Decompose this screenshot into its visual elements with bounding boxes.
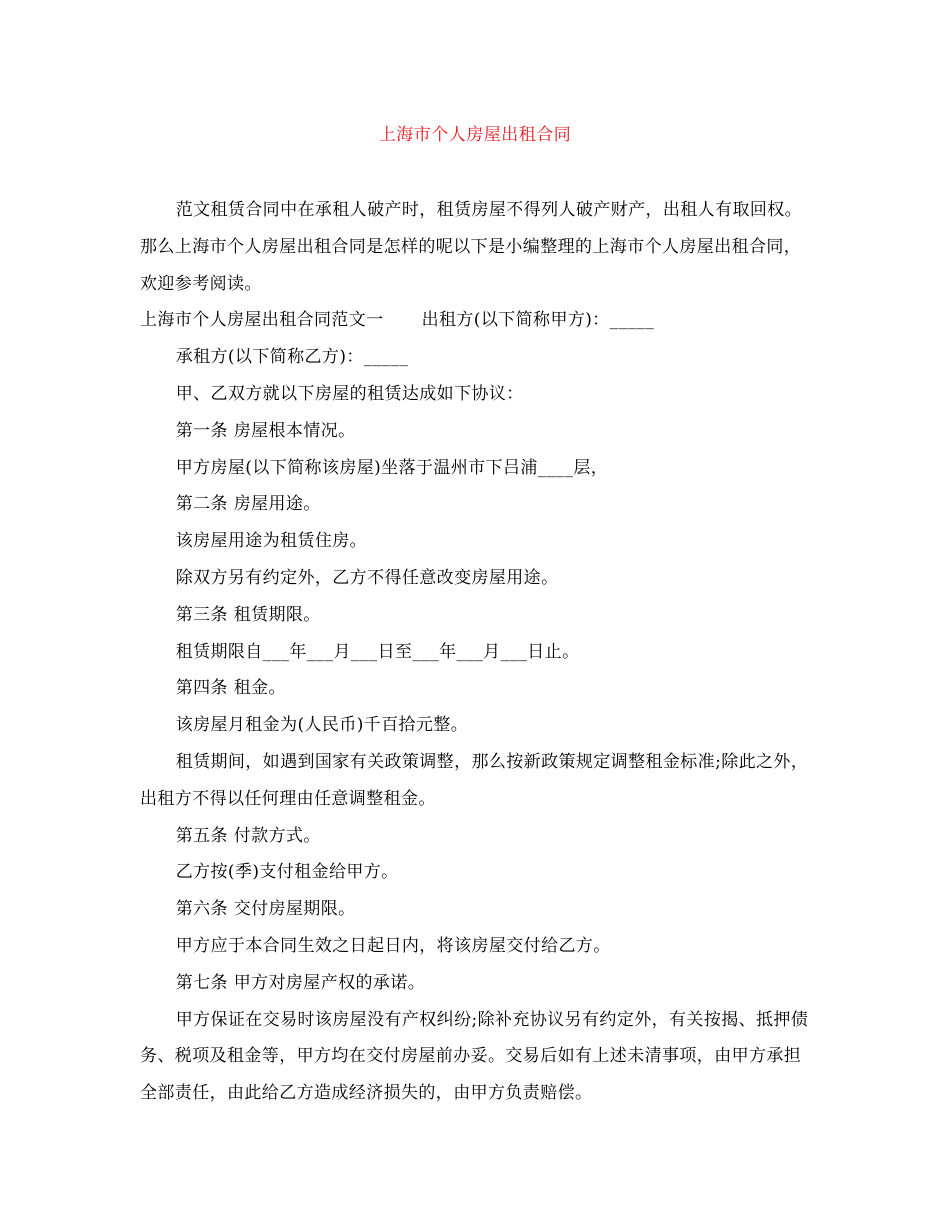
article-4-text-2: 租赁期间，如遇到国家有关政策调整，那么按新政策规定调整租金标准;除此之外，出租方不得以任何理由任意调整租金。 — [140, 751, 809, 809]
document-body — [140, 192, 812, 1112]
article-2-title: 第二条 房屋用途。 — [175, 494, 321, 515]
agreement-line: 甲、乙双方就以下房屋的租赁达成如下协议： — [175, 383, 524, 404]
document-title: 上海市个人房屋出租合同 — [378, 125, 572, 145]
article-1-title: 第一条 房屋根本情况。 — [175, 420, 356, 441]
article-4-title: 第四条 租金。 — [175, 678, 286, 699]
article-4-text-1: 该房屋月租金为(人民币)千百拾元整。 — [175, 715, 469, 736]
article-2-text-2: 除双方另有约定外，乙方不得任意改变房屋用途。 — [175, 567, 559, 588]
article-3-text: 租赁期限自___年___月___日至___年___月___日止。 — [175, 641, 580, 662]
article-7-title: 第七条 甲方对房屋产权的承诺。 — [175, 972, 426, 993]
article-6-text: 甲方应于本合同生效之日起日内，将该房屋交付给乙方。 — [175, 935, 611, 956]
article-5-text: 乙方按(季)支付租金给甲方。 — [175, 862, 399, 883]
sample-heading: 上海市个人房屋出租合同范文一 — [140, 310, 384, 331]
article-3-title: 第三条 租赁期限。 — [175, 604, 321, 625]
lessee-line: 承租方(以下简称乙方)：_____ — [175, 347, 409, 368]
sample-heading-line — [140, 302, 812, 339]
article-5-title: 第五条 付款方式。 — [175, 825, 321, 846]
article-2-text-1: 该房屋用途为租赁住房。 — [175, 531, 368, 552]
article-7-text: 甲方保证在交易时该房屋没有产权纠纷;除补充协议另有约定外，有关按揭、抵押债务、税项及租金等，甲方均在交付房屋前办妥。交易后如有上述未清事项，由甲方承担全部责任，由此给乙方造成经济损失的，由甲方负责赔偿。 — [140, 1009, 809, 1104]
article-6-title: 第六条 交付房屋期限。 — [175, 899, 356, 920]
article-1-text: 甲方房屋(以下简称该房屋)坐落于温州市下吕浦____层， — [175, 457, 609, 478]
lessor-line: 出租方(以下简称甲方)：_____ — [421, 310, 655, 331]
intro-paragraph: 范文租赁合同中在承租人破产时，租赁房屋不得列人破产财产，出租人有取回权。那么上海市个人房屋出租合同是怎样的呢以下是小编整理的上海市个人房屋出租合同，欢迎参考阅读。 — [140, 200, 803, 294]
